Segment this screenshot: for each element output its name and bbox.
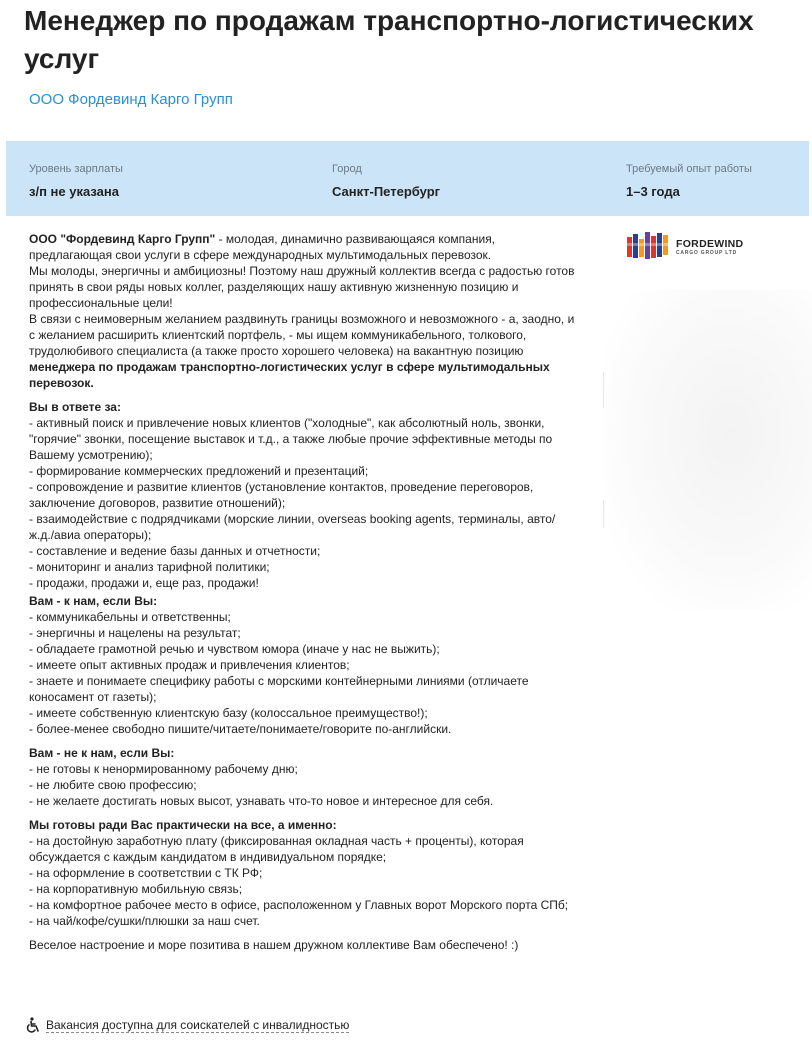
search-text: В связи с неимоверным желанием раздвинуть границы возможного и невозможного - а, заодно, и с желанием расширить клиентский портфель, - мы ищем коммуникабельного, толкового, трудолюбивого специалиста (а также просто хорошего человека) на вакантную позицию [29, 312, 575, 358]
list-item: - продажи, продажи и, еще раз, продажи! [29, 576, 259, 590]
experience-block [626, 162, 752, 200]
side-panel-background [604, 290, 812, 610]
benefits-section [29, 817, 579, 929]
list-item: - на комфортное рабочее место в офисе, расположенном у Главных ворот Морского порта СПб; [29, 898, 569, 912]
experience-value: 1–3 года [626, 184, 680, 199]
list-item: - активный поиск и привлечение новых клиентов ("холодные", как абсолютный ноль, звонки, "горячие" звонки, посещение выставок и т.д., а также любые прочие эффективные методы по Вашему усмотрению); [29, 416, 553, 462]
list-item: - не готовы к ненормированному рабочему дню; [29, 762, 298, 776]
divider [603, 372, 604, 408]
company-link[interactable]: ООО Фордевинд Карго Групп [29, 91, 233, 108]
vacancy-description [29, 231, 579, 953]
accessibility-note [26, 1017, 349, 1033]
city-value: Санкт-Петербург [332, 184, 441, 199]
list-item: - более-менее свободно пишите/читаете/понимаете/говорите по-английски. [29, 722, 452, 736]
list-item: - имеете собственную клиентскую базу (колоссальное преимущество!); [29, 706, 428, 720]
not-fit-title: Вам - не к нам, если Вы: [29, 746, 175, 760]
experience-label: Требуемый опыт работы [626, 163, 752, 175]
vacancy-title: Менеджер по продажам транспортно-логистических услуг [24, 5, 754, 74]
salary-value: з/п не указана [29, 184, 119, 199]
list-item: - взаимодействие с подрядчиками (морские линии, overseas booking agents, терминалы, авто/ж.д./авиа операторы); [29, 512, 556, 542]
intro-text: - молодая, динамично развивающаяся компания, предлагающая свои услуги в сфере международных мультимодальных перевозок. [29, 232, 496, 262]
list-item: - обладаете грамотной речью и чувством юмора (иначе у нас не выжить); [29, 642, 440, 656]
intro-paragraph [29, 231, 579, 263]
team-paragraph: Мы молоды, энергичны и амбициозны! Поэтому наш дружный коллектив всегда с радостью готов принять в свои ряды новых коллег, разделяющих нашу активную жизненную позицию и профессиональные цели! [29, 264, 575, 310]
list-item: - на достойную заработную плату (фиксированная окладная часть + проценты), которая обсуждается с каждым кандидатом в индивидуальном порядке; [29, 834, 524, 864]
salary-block [29, 162, 123, 200]
list-item: - на чай/кофе/сушки/плюшки за наш счет. [29, 914, 260, 928]
position-name: менеджера по продажам транспортно-логистических услуг в сфере мультимодальных перевозок. [29, 360, 550, 390]
requirements-title: Вам - к нам, если Вы: [29, 594, 158, 608]
city-block [332, 162, 440, 200]
accessibility-link[interactable]: Вакансия доступна для соискателей с инвалидностью [46, 1017, 350, 1032]
divider [603, 500, 604, 528]
list-item: - не любите свою профессию; [29, 778, 197, 792]
closing-paragraph: Веселое настроение и море позитива в нашем дружном коллективе Вам обеспечено! :) [29, 938, 519, 952]
search-paragraph [29, 311, 579, 391]
fordewind-logo-icon [627, 231, 671, 261]
list-item: - знаете и понимаете специфику работы с морскими контейнерными линиями (отличаете коносамент от газеты); [29, 674, 529, 704]
logo-subtitle: CARGO GROUP LTD [676, 250, 737, 256]
not-fit-section [29, 745, 579, 809]
list-item: - формирование коммерческих предложений и презентаций; [29, 464, 369, 478]
responsibilities-title: Вы в ответе за: [29, 400, 121, 414]
list-item: - не желаете достигать новых высот, узнавать что-то новое и интересное для себя. [29, 794, 494, 808]
list-item: - на оформление в соответствии с ТК РФ; [29, 866, 263, 880]
wheelchair-icon [26, 1017, 40, 1033]
list-item: - энергичны и нацелены на результат; [29, 626, 241, 640]
city-label: Город [332, 163, 362, 175]
requirements-section [29, 593, 579, 737]
logo-name: FORDEWIND [676, 238, 744, 250]
list-item: - мониторинг и анализ тарифной политики; [29, 560, 270, 574]
list-item: - сопровождение и развитие клиентов (установление контактов, проведение переговоров, заключение договоров, развитие отношений); [29, 480, 534, 510]
vacancy-info-bar [6, 141, 809, 216]
list-item: - на корпоративную мобильную связь; [29, 882, 243, 896]
list-item: - коммуникабельны и ответственны; [29, 610, 231, 624]
company-logo [627, 231, 777, 263]
list-item: - составление и ведение базы данных и отчетности; [29, 544, 321, 558]
intro-company-name: ООО "Фордевинд Карго Групп" [29, 232, 216, 246]
benefits-title: Мы готовы ради Вас практически на все, а именно: [29, 818, 337, 832]
responsibilities-section [29, 399, 579, 591]
list-item: - имеете опыт активных продаж и привлечения клиентов; [29, 658, 350, 672]
salary-label: Уровень зарплаты [29, 163, 123, 175]
